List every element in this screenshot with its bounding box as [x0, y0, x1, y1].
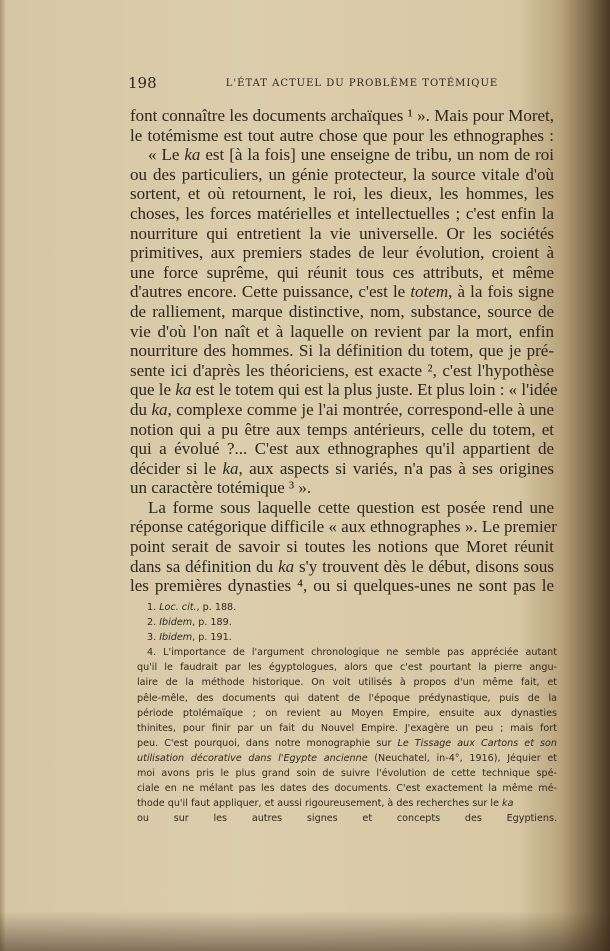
text-line	[130, 576, 554, 596]
text-segment: , p. 188.	[196, 602, 237, 613]
text-line	[130, 204, 554, 224]
text-line	[130, 145, 554, 165]
text-segment: décider si le	[130, 458, 223, 478]
text-line	[130, 478, 554, 498]
text-segment: , complexe comme je l'ai montrée, correspond-elle à une	[167, 399, 554, 419]
text-segment: laire de la méthode historique. On voit utilisés à propos d'un même fait, et	[137, 677, 557, 689]
text-line	[130, 165, 554, 185]
text-segment: font connaître les documents archaïques ¹ ». Mais pour Moret,	[130, 106, 554, 125]
text-segment: choses, les forces matérielles et intellectuelles ; c'est enfin la	[130, 203, 554, 223]
text-segment: peu. C'est pourquoi, dans notre monographie sur	[137, 737, 398, 749]
text-segment: , p. 189.	[192, 617, 232, 629]
text-segment: que le	[130, 380, 176, 400]
text-segment: le totémisme est tout autre chose que pour les ethnographes :	[130, 125, 554, 145]
footnote-line	[137, 600, 557, 615]
text-segment: nourriture qui entretient la vie universelle. Or les sociétés	[130, 223, 554, 243]
italic-text: ka	[175, 380, 192, 400]
italic-text: Ibidem	[159, 617, 193, 629]
text-segment: (Neuchatel, in-4°, 1916), Jéquier et	[367, 752, 557, 764]
text-segment: sente ici d'après les théoriciens, est exacte ², c'est l'hypothèse	[130, 360, 554, 380]
footnotes	[137, 600, 557, 826]
text-line	[130, 106, 554, 126]
footnote-line	[137, 736, 557, 751]
italic-text: totem	[410, 282, 449, 302]
text-line	[130, 302, 554, 322]
text-line	[130, 184, 554, 204]
text-segment: de ralliement, marque distinctive, nom, substance, source de	[130, 301, 554, 321]
text-line	[130, 420, 554, 440]
footnote-line	[137, 796, 557, 811]
text-line	[130, 282, 554, 302]
text-segment: 2.	[147, 617, 160, 629]
text-segment: 3.	[147, 632, 160, 644]
text-segment: période ptolémaïque ; on revient au Moyen Empire, ensuite aux dynasties	[137, 707, 557, 719]
text-segment: une force suprême, qui réunit tous ces attributs, et même	[130, 262, 554, 282]
body-text	[130, 106, 558, 596]
text-segment: est [à la fois] une enseigne de tribu, un nom de roi	[200, 145, 554, 165]
text-segment: ou des particuliers, un génie protecteur, la source vitale d'où	[130, 164, 554, 184]
text-segment: un caractère totémique ³ ».	[130, 478, 312, 498]
footnote-line	[137, 630, 557, 645]
text-segment: les premières dynasties ⁴, ou si quelques-unes ne sont pas le	[130, 576, 554, 596]
running-head: L'ÉTAT ACTUEL DU PROBLÈME TOTÉMIQUE	[225, 78, 499, 89]
text-segment: 1.	[147, 602, 160, 613]
text-segment: sortent, et où retournent, le roi, les dieux, les hommes, les	[130, 184, 554, 204]
text-line	[130, 557, 554, 577]
text-segment: point serait de savoir si toutes les notions que Moret réunit	[130, 537, 554, 557]
text-segment: nourriture des hommes. Si la définition du totem, que je pré-	[130, 341, 554, 361]
italic-text: ka	[151, 399, 168, 419]
text-segment: est le totem qui est la plus juste. Et plus loin : « l'idée	[191, 380, 558, 400]
italic-text: ka	[278, 556, 295, 576]
footnote-line	[137, 781, 557, 796]
text-segment: primitives, aux premiers stades de leur évolution, croient à	[130, 243, 554, 263]
italic-text: Loc. cit.	[159, 602, 197, 613]
text-line	[130, 517, 557, 537]
text-segment: dans sa définition du	[130, 556, 279, 576]
italic-text: ka	[222, 458, 239, 478]
footnote-line	[137, 811, 557, 826]
footnote-line	[137, 766, 557, 781]
text-line	[130, 361, 554, 381]
text-line	[130, 498, 554, 518]
text-segment: qu'il le faudrait par les égyptologues, alors que c'est pourtant la pierre angu-	[137, 662, 557, 674]
text-segment: , p. 191.	[192, 632, 232, 644]
text-line	[130, 263, 554, 283]
text-line	[130, 439, 554, 459]
footnote-line	[137, 645, 557, 660]
text-segment: ou sur les autres signes et concepts des Egyptiens.	[137, 813, 557, 825]
footnote-line	[137, 660, 557, 675]
text-segment: réponse catégorique difficile « aux ethnographes ». Le premier	[130, 517, 557, 537]
italic-text: ka	[184, 145, 201, 165]
italic-text: utilisation décorative dans l'Egypte ancienne	[137, 752, 368, 764]
text-segment: notion qui a pu être aux temps antérieurs, celle du totem, et	[130, 419, 554, 439]
footnote-line	[137, 721, 557, 736]
text-segment: ciale en ne mélant pas les dates des documents. C'est exactement la même mé-	[137, 783, 557, 795]
text-line	[130, 322, 554, 342]
italic-text: Ibidem	[159, 632, 193, 644]
text-segment: moi avons pris le plus grand soin de suivre l'évolution de cette technique spé-	[137, 768, 557, 780]
text-segment: du	[130, 399, 152, 419]
text-segment: , aux aspects si variés, n'a pas à ses origines	[238, 458, 554, 478]
text-line	[130, 224, 554, 244]
text-line	[130, 243, 554, 263]
text-segment: vie d'où l'on naît et à laquelle on revient par la mort, enfin	[130, 321, 554, 341]
text-segment: 4. L'importance de l'argument chronologique ne semble pas appréciée autant	[147, 647, 557, 659]
text-segment: « Le	[148, 145, 185, 165]
footnote-line	[137, 751, 557, 766]
text-line	[130, 400, 554, 420]
page-number: 198	[128, 74, 157, 92]
footnote-line	[137, 691, 557, 706]
text-segment: thinites, pour finir par un fait du Nouvel Empire. J'exagère un peu ; mais fort	[137, 722, 557, 734]
text-line	[130, 126, 554, 146]
footnote-line	[137, 615, 557, 630]
text-line	[130, 537, 554, 557]
italic-text: ka	[502, 798, 514, 810]
text-segment: La forme sous laquelle cette question est posée rend une	[148, 497, 554, 517]
footnote-line	[137, 675, 557, 690]
text-segment: s'y trouvent dès le début, disons sous	[294, 556, 555, 576]
text-segment: thode qu'il faut appliquer, et aussi rigoureusement, à des recherches sur le	[137, 798, 503, 810]
text-segment: , à la fois signe	[448, 282, 554, 302]
italic-text: Le Tissage aux Cartons et son	[397, 737, 557, 749]
text-line	[130, 341, 554, 361]
text-segment: d'autres encore. Cette puissance, c'est le	[130, 282, 411, 302]
text-line	[130, 459, 554, 479]
text-segment: pêle-mêle, des documents qui datent de l'époque prédynastique, puis de la	[137, 692, 557, 704]
text-line	[130, 380, 558, 400]
text-segment: qui a évolué ?... C'est aux ethnographes qu'il appartient de	[130, 439, 554, 459]
footnote-line	[137, 706, 557, 721]
